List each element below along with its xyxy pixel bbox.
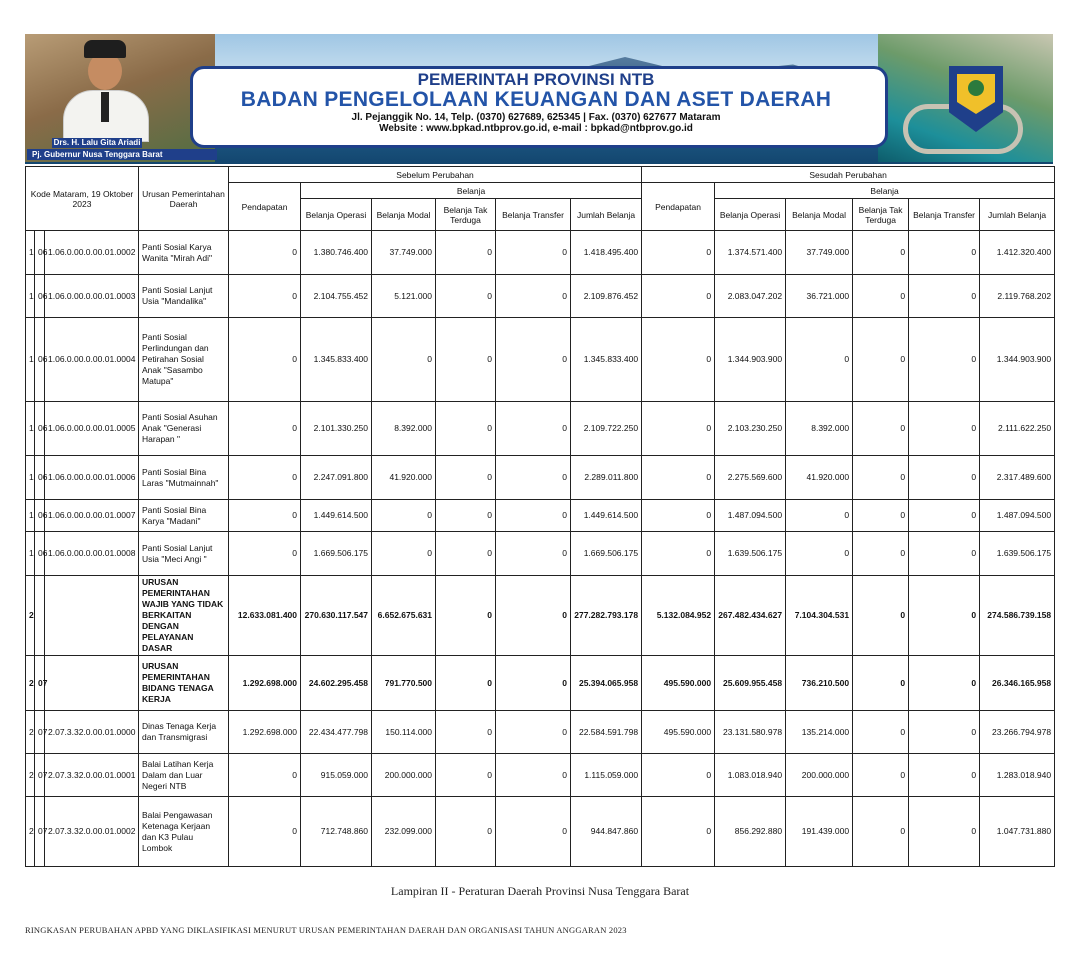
urusan-name-cell: Panti Sosial Lanjut Usia "Mandalika" (139, 275, 229, 318)
amount-cell: 0 (642, 532, 715, 576)
amount-cell: 2.083.047.202 (715, 275, 786, 318)
amount-cell: 22.584.591.798 (571, 711, 642, 754)
amount-cell: 0 (642, 797, 715, 867)
urusan-name-cell: Panti Sosial Bina Karya "Madani" (139, 500, 229, 532)
bidang-code-cell: 07 (35, 711, 45, 754)
amount-cell: 36.721.000 (786, 275, 853, 318)
amount-cell: 0 (436, 500, 496, 532)
unit-code-cell: 1.06.0.00.0.00.01.0002 (45, 231, 139, 275)
header-modal-after: Belanja Modal (786, 199, 853, 231)
amount-cell: 1.418.495.400 (571, 231, 642, 275)
amount-cell: 0 (496, 275, 571, 318)
amount-cell: 856.292.880 (715, 797, 786, 867)
urusan-name-cell: Dinas Tenaga Kerja dan Transmigrasi (139, 711, 229, 754)
urusan-code-cell: 1 (26, 500, 35, 532)
amount-cell: 0 (909, 456, 980, 500)
table-row (26, 402, 1055, 456)
amount-cell: 0 (496, 500, 571, 532)
header-tak-terduga-before: Belanja Tak Terduga (436, 199, 496, 231)
unit-code-cell: 1.06.0.00.0.00.01.0007 (45, 500, 139, 532)
amount-cell: 191.439.000 (786, 797, 853, 867)
amount-cell: 1.639.506.175 (980, 532, 1055, 576)
bidang-code-cell: 07 (35, 797, 45, 867)
amount-cell: 0 (496, 711, 571, 754)
table-row (26, 532, 1055, 576)
bidang-code-cell: 06 (35, 532, 45, 576)
amount-cell: 0 (496, 797, 571, 867)
amount-cell: 1.487.094.500 (715, 500, 786, 532)
amount-cell: 270.630.117.547 (301, 576, 372, 656)
amount-cell: 0 (909, 754, 980, 797)
urusan-code-cell: 2 (26, 754, 35, 797)
table-row (26, 797, 1055, 867)
amount-cell: 0 (909, 231, 980, 275)
amount-cell: 0 (372, 318, 436, 402)
amount-cell: 0 (642, 318, 715, 402)
amount-cell: 1.380.746.400 (301, 231, 372, 275)
amount-cell: 0 (786, 500, 853, 532)
amount-cell: 736.210.500 (786, 656, 853, 711)
unit-code-cell (45, 656, 139, 711)
bidang-code-cell: 06 (35, 318, 45, 402)
amount-cell: 0 (853, 275, 909, 318)
amount-cell: 0 (229, 456, 301, 500)
amount-cell: 26.346.165.958 (980, 656, 1055, 711)
header-jumlah-before: Jumlah Belanja (571, 199, 642, 231)
amount-cell: 0 (372, 500, 436, 532)
amount-cell: 1.669.506.175 (571, 532, 642, 576)
amount-cell: 0 (786, 532, 853, 576)
amount-cell: 0 (229, 532, 301, 576)
bidang-code-cell: 06 (35, 231, 45, 275)
amount-cell: 712.748.860 (301, 797, 372, 867)
amount-cell: 0 (642, 500, 715, 532)
amount-cell: 0 (496, 754, 571, 797)
unit-code-cell: 2.07.3.32.0.00.01.0000 (45, 711, 139, 754)
amount-cell: 0 (229, 402, 301, 456)
urusan-code-cell: 1 (26, 318, 35, 402)
table-row (26, 275, 1055, 318)
unit-code-cell: 2.07.3.32.0.00.01.0001 (45, 754, 139, 797)
amount-cell: 2.101.330.250 (301, 402, 372, 456)
amount-cell: 1.449.614.500 (301, 500, 372, 532)
agency-address: Jl. Pejanggik No. 14, Telp. (0370) 627689, 625345 | Fax. (0370) 627677 Mataram (351, 112, 721, 123)
header-pendapatan-after: Pendapatan (642, 183, 715, 231)
amount-cell: 135.214.000 (786, 711, 853, 754)
amount-cell: 2.247.091.800 (301, 456, 372, 500)
amount-cell: 0 (853, 532, 909, 576)
bidang-code-cell (35, 576, 45, 656)
amount-cell: 37.749.000 (372, 231, 436, 275)
amount-cell: 0 (496, 576, 571, 656)
amount-cell: 0 (909, 656, 980, 711)
urusan-name-cell: URUSAN PEMERINTAHAN BIDANG TENAGA KERJA (139, 656, 229, 711)
report-footer: RINGKASAN PERUBAHAN APBD YANG DIKLASIFIKASI MENURUT URUSAN PEMERINTAHAN DAERAH DAN ORGANISASI TAHUN ANGGARAN 2023 (25, 925, 627, 935)
amount-cell: 7.104.304.531 (786, 576, 853, 656)
amount-cell: 2.109.722.250 (571, 402, 642, 456)
amount-cell: 2.109.876.452 (571, 275, 642, 318)
amount-cell: 2.111.622.250 (980, 402, 1055, 456)
unit-code-cell: 1.06.0.00.0.00.01.0006 (45, 456, 139, 500)
urusan-name-cell: Panti Sosial Bina Laras "Mutmainnah" (139, 456, 229, 500)
amount-cell: 2.103.230.250 (715, 402, 786, 456)
urusan-code-cell: 1 (26, 402, 35, 456)
urusan-code-cell: 1 (26, 456, 35, 500)
amount-cell: 1.283.018.940 (980, 754, 1055, 797)
amount-cell: 0 (909, 797, 980, 867)
amount-cell: 0 (853, 656, 909, 711)
amount-cell: 0 (436, 231, 496, 275)
table-row (26, 231, 1055, 275)
amount-cell: 0 (853, 231, 909, 275)
amount-cell: 0 (642, 275, 715, 318)
amount-cell: 0 (436, 402, 496, 456)
amount-cell: 23.131.580.978 (715, 711, 786, 754)
amount-cell: 0 (229, 231, 301, 275)
amount-cell: 37.749.000 (786, 231, 853, 275)
amount-cell: 0 (229, 500, 301, 532)
amount-cell: 0 (436, 576, 496, 656)
urusan-code-cell: 2 (26, 797, 35, 867)
amount-cell: 22.434.477.798 (301, 711, 372, 754)
amount-cell: 0 (909, 576, 980, 656)
amount-cell: 0 (229, 275, 301, 318)
urusan-code-cell: 1 (26, 231, 35, 275)
amount-cell: 8.392.000 (372, 402, 436, 456)
bidang-code-cell: 06 (35, 456, 45, 500)
amount-cell: 267.482.434.627 (715, 576, 786, 656)
table-row (26, 318, 1055, 402)
amount-cell: 0 (496, 456, 571, 500)
urusan-name-cell: Panti Sosial Asuhan Anak "Generasi Harapan " (139, 402, 229, 456)
amount-cell: 0 (496, 402, 571, 456)
table-row (26, 656, 1055, 711)
urusan-code-cell: 2 (26, 656, 35, 711)
amount-cell: 1.345.833.400 (571, 318, 642, 402)
amount-cell: 6.652.675.631 (372, 576, 436, 656)
amount-cell: 0 (496, 318, 571, 402)
amount-cell: 0 (853, 797, 909, 867)
amount-cell: 1.344.903.900 (715, 318, 786, 402)
amount-cell: 25.394.065.958 (571, 656, 642, 711)
amount-cell: 12.633.081.400 (229, 576, 301, 656)
amount-cell: 0 (372, 532, 436, 576)
amount-cell: 0 (642, 231, 715, 275)
amount-cell: 0 (909, 318, 980, 402)
amount-cell: 1.374.571.400 (715, 231, 786, 275)
governor-role: Pj. Gubernur Nusa Tenggara Barat (27, 149, 217, 160)
amount-cell: 274.586.739.158 (980, 576, 1055, 656)
header-transfer-after: Belanja Transfer (909, 199, 980, 231)
amount-cell: 0 (436, 275, 496, 318)
header-jumlah-after: Jumlah Belanja (980, 199, 1055, 231)
urusan-code-cell: 2 (26, 711, 35, 754)
amount-cell: 200.000.000 (786, 754, 853, 797)
amount-cell: 0 (853, 500, 909, 532)
amount-cell: 5.132.084.952 (642, 576, 715, 656)
unit-code-cell: 1.06.0.00.0.00.01.0008 (45, 532, 139, 576)
amount-cell: 0 (436, 456, 496, 500)
amount-cell: 0 (496, 656, 571, 711)
urusan-name-cell: Panti Sosial Lanjut Usia "Meci Angi " (139, 532, 229, 576)
amount-cell: 1.345.833.400 (301, 318, 372, 402)
governor-name: Drs. H. Lalu Gita Ariadi (53, 138, 141, 147)
amount-cell: 5.121.000 (372, 275, 436, 318)
amount-cell: 0 (909, 402, 980, 456)
amount-cell: 915.059.000 (301, 754, 372, 797)
header-modal-before: Belanja Modal (372, 199, 436, 231)
amount-cell: 0 (436, 754, 496, 797)
amount-cell: 200.000.000 (372, 754, 436, 797)
budget-table (25, 166, 1055, 867)
lampiran-caption: Lampiran II - Peraturan Daerah Provinsi Nusa Tenggara Barat (390, 884, 690, 898)
amount-cell: 1.639.506.175 (715, 532, 786, 576)
amount-cell: 1.344.903.900 (980, 318, 1055, 402)
unit-code-cell: 1.06.0.00.0.00.01.0003 (45, 275, 139, 318)
amount-cell: 23.266.794.978 (980, 711, 1055, 754)
amount-cell: 0 (642, 754, 715, 797)
amount-cell: 0 (436, 656, 496, 711)
amount-cell: 1.487.094.500 (980, 500, 1055, 532)
urusan-name-cell: Balai Latihan Kerja Dalam dan Luar Negeri NTB (139, 754, 229, 797)
amount-cell: 0 (496, 231, 571, 275)
amount-cell: 232.099.000 (372, 797, 436, 867)
amount-cell: 24.602.295.458 (301, 656, 372, 711)
amount-cell: 0 (786, 318, 853, 402)
amount-cell: 2.289.011.800 (571, 456, 642, 500)
header-transfer-before: Belanja Transfer (496, 199, 571, 231)
bidang-code-cell: 06 (35, 500, 45, 532)
amount-cell: 0 (853, 711, 909, 754)
amount-cell: 0 (853, 402, 909, 456)
amount-cell: 0 (853, 754, 909, 797)
header-belanja-before: Belanja (301, 183, 642, 199)
unit-code-cell: 1.06.0.00.0.00.01.0004 (45, 318, 139, 402)
amount-cell: 1.669.506.175 (301, 532, 372, 576)
urusan-name-cell: URUSAN PEMERINTAHAN WAJIB YANG TIDAK BERKAITAN DENGAN PELAYANAN DASAR (139, 576, 229, 656)
urusan-code-cell: 1 (26, 275, 35, 318)
amount-cell: 0 (436, 711, 496, 754)
amount-cell: 1.115.059.000 (571, 754, 642, 797)
header-operasi-before: Belanja Operasi (301, 199, 372, 231)
amount-cell: 495.590.000 (642, 656, 715, 711)
unit-code-cell (45, 576, 139, 656)
unit-code-cell: 2.07.3.32.0.00.01.0002 (45, 797, 139, 867)
amount-cell: 41.920.000 (372, 456, 436, 500)
agency-website: Website : www.bpkad.ntbprov.go.id, e-mail : bpkad@ntbprov.go.id (379, 123, 693, 134)
amount-cell: 1.083.018.940 (715, 754, 786, 797)
org-title: PEMERINTAH PROVINSI NTB (417, 70, 655, 89)
amount-cell: 0 (496, 532, 571, 576)
amount-cell: 25.609.955.458 (715, 656, 786, 711)
header-pendapatan-before: Pendapatan (229, 183, 301, 231)
bidang-code-cell: 07 (35, 754, 45, 797)
amount-cell: 8.392.000 (786, 402, 853, 456)
amount-cell: 0 (909, 532, 980, 576)
agency-title: BADAN PENGELOLAAN KEUANGAN DAN ASET DAERAH (240, 88, 832, 111)
amount-cell: 0 (853, 456, 909, 500)
amount-cell: 2.119.768.202 (980, 275, 1055, 318)
amount-cell: 1.047.731.880 (980, 797, 1055, 867)
amount-cell: 150.114.000 (372, 711, 436, 754)
amount-cell: 1.412.320.400 (980, 231, 1055, 275)
amount-cell: 0 (436, 797, 496, 867)
amount-cell: 1.449.614.500 (571, 500, 642, 532)
governor-photo (55, 40, 155, 140)
amount-cell: 2.317.489.600 (980, 456, 1055, 500)
header-kode: Kode Mataram, 19 Oktober 2023 (26, 167, 139, 231)
amount-cell: 495.590.000 (642, 711, 715, 754)
amount-cell: 2.104.755.452 (301, 275, 372, 318)
amount-cell: 0 (436, 318, 496, 402)
amount-cell: 1.292.698.000 (229, 656, 301, 711)
table-row (26, 754, 1055, 797)
amount-cell: 41.920.000 (786, 456, 853, 500)
table-row (26, 711, 1055, 754)
urusan-name-cell: Balai Pengawasan Ketenaga Kerjaan dan K3 Pulau Lombok (139, 797, 229, 867)
amount-cell: 0 (229, 754, 301, 797)
amount-cell: 0 (642, 456, 715, 500)
table-row (26, 456, 1055, 500)
amount-cell: 0 (909, 711, 980, 754)
amount-cell: 944.847.860 (571, 797, 642, 867)
bidang-code-cell: 06 (35, 402, 45, 456)
amount-cell: 0 (436, 532, 496, 576)
bidang-code-cell: 07 (35, 656, 45, 711)
header-operasi-after: Belanja Operasi (715, 199, 786, 231)
table-row (26, 576, 1055, 656)
bidang-code-cell: 06 (35, 275, 45, 318)
amount-cell: 791.770.500 (372, 656, 436, 711)
urusan-name-cell: Panti Sosial Karya Wanita "Mirah Adi" (139, 231, 229, 275)
header-tak-terduga-after: Belanja Tak Terduga (853, 199, 909, 231)
urusan-name-cell: Panti Sosial Perlindungan dan Petirahan Sosial Anak "Sasambo Matupa" (139, 318, 229, 402)
table-row (26, 500, 1055, 532)
amount-cell: 0 (853, 576, 909, 656)
amount-cell: 2.275.569.600 (715, 456, 786, 500)
amount-cell: 0 (229, 797, 301, 867)
header-after: Sesudah Perubahan (642, 167, 1055, 183)
amount-cell: 0 (229, 318, 301, 402)
unit-code-cell: 1.06.0.00.0.00.01.0005 (45, 402, 139, 456)
amount-cell: 0 (909, 275, 980, 318)
urusan-code-cell: 1 (26, 532, 35, 576)
amount-cell: 0 (853, 318, 909, 402)
header-belanja-after: Belanja (715, 183, 1055, 199)
amount-cell: 0 (642, 402, 715, 456)
urusan-code-cell: 2 (26, 576, 35, 656)
ntb-emblem-icon (949, 66, 1003, 132)
header-before: Sebelum Perubahan (229, 167, 642, 183)
amount-cell: 0 (909, 500, 980, 532)
amount-cell: 1.292.698.000 (229, 711, 301, 754)
amount-cell: 277.282.793.178 (571, 576, 642, 656)
header-urusan: Urusan Pemerintahan Daerah (139, 167, 229, 231)
